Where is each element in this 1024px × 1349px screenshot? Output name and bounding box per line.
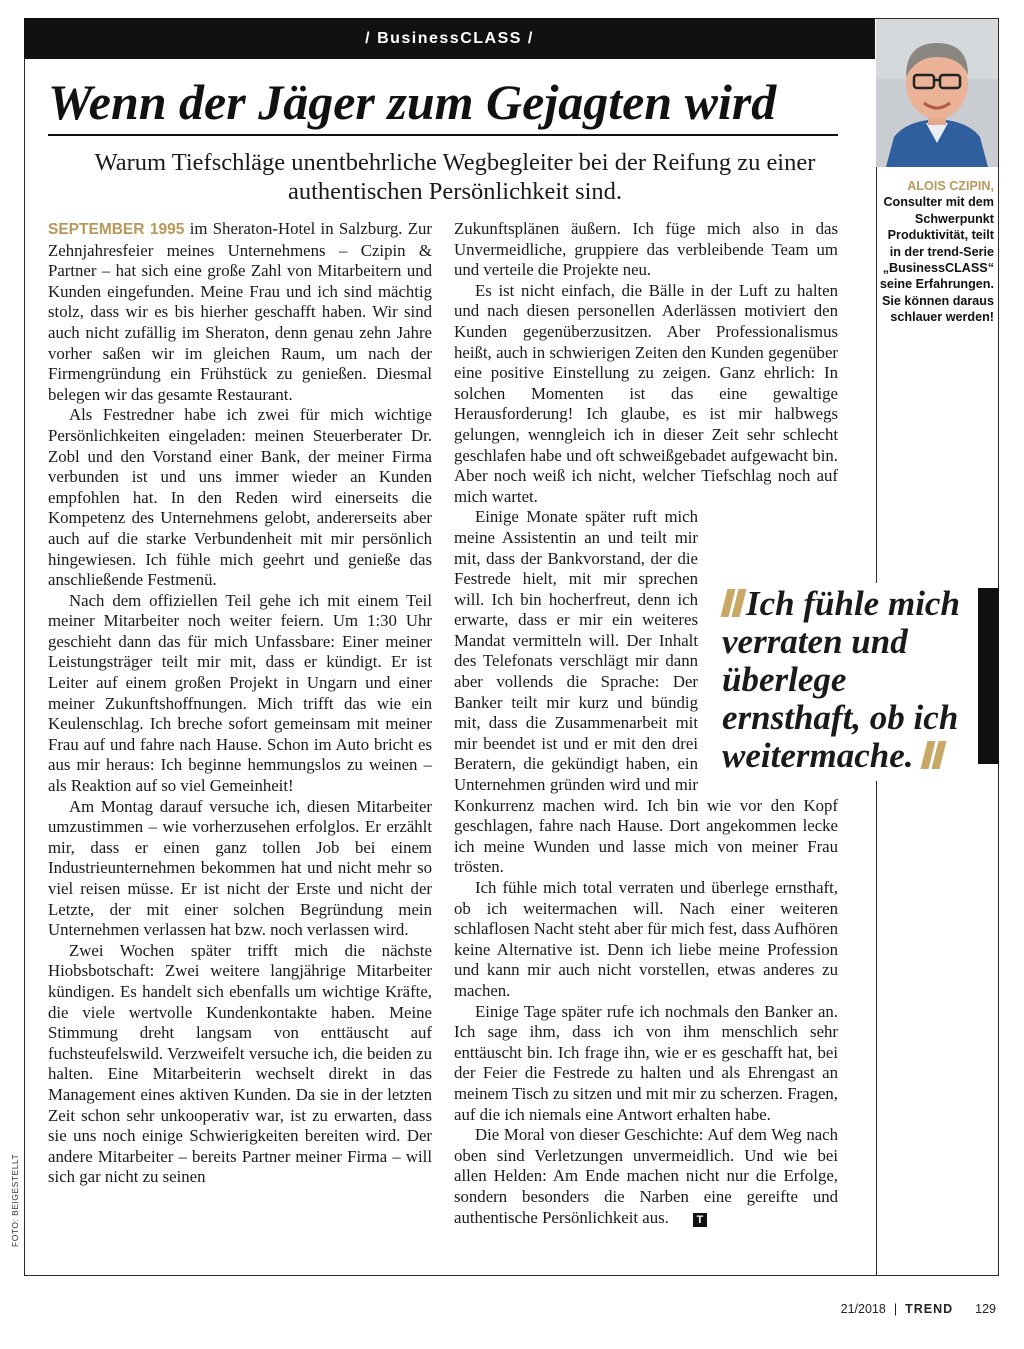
footer-separator: | [893, 1302, 898, 1316]
open-quote-icon [722, 589, 746, 617]
author-portrait [876, 19, 998, 167]
quote-accent-bar [978, 588, 999, 764]
paragraph: Zwei Wochen später trifft mich die nächste Hiobsbotschaft: Zwei weitere langjährige Mitarbeiter kündigen. Es handelt sich ebenfalls um wichtige Kräfte, die viele wertvolle Kundenkontakte haben. Meine Stimmung dreht langsam von enttäuscht auf fuchsteufelswild. Verzweifelt versuche ich, die beiden zu halten. Eine Mitarbeiterin wechselt direkt in das Management eines aktiven Kunden. Da sie in der letzten Zeit schon sehr unkooperativ war, ist zu erwarten, dass sie uns noch einige Schwierigkeiten bereiten wird. Der andere Mitarbeiter – bereits Partner meiner Firma – will sich gar nicht zu seinen [48, 940, 432, 1187]
paragraph: Am Montag darauf versuche ich, diesen Mitarbeiter umzustimmen – wie vorherzusehen erfolglos. Er erzählt mir, dass er einen ganz tollen Job bei einem Industrieunternehmen bekommen hat und nicht mehr so viel reisen müsse. Er ist nicht der Erste und nicht der Letzte, der mit einer solchen Begründung mein Unternehmen verlassen hat bzw. noch verlassen wird. [48, 796, 432, 940]
article-subhead: Warum Tiefschläge unentbehrliche Wegbegleiter bei der Reifung zu einer authentischen Persönlichkeit sind. [94, 149, 816, 205]
photo-credit: FOTO: BEIGESTELLT [10, 1153, 20, 1247]
body-column-1 [48, 219, 432, 1188]
paragraph: Es ist nicht einfach, die Bälle in der Luft zu halten und nach diesen personellen Aderlässen motiviert den Kunden gegenüberzusitzen. Aber Professionalismus heißt, auch in schwierigen Zeiten den Kunden gegenüber eine positive Einstellung zu zeigen. Ganz ehrlich: In solchen Momenten ist das eine gewaltige Herausforderung! Ich glaube, es ist mir halbwegs gelungen, wenngleich ich in dieser Zeit sehr schlecht geschlafen habe und oft schweißgebadet aufgewacht bin. Aber noch weiß ich nicht, welcher Tiefschlag noch auf mich wartet. [454, 280, 838, 506]
pull-quote-text: Ich fühle mich verraten und überlege ernsthaft, ob ich weitermache. [722, 584, 960, 775]
headline-rule [48, 134, 838, 136]
end-mark-icon: T [693, 1213, 707, 1227]
author-name: ALOIS CZIPIN, [907, 179, 994, 193]
magazine-brand: TREND [905, 1302, 954, 1316]
paragraph: SEPTEMBER 1995 im Sheraton-Hotel in Salzburg. Zur Zehnjahresfeier meines Unternehmens – Czipin & Partner – hat sich eine große Zahl von Mitarbeitern und Kunden eingefunden. Meine Frau und ich sind mächtig stolz, dass wir es bis hierher geschafft haben. Wir sind auch nicht zufällig im Sheraton, denn genau zehn Jahre vorher saßen wir im gleichen Raum, um nach der Firmengründung ein Frühstück zu genießen. Diesmal belegen wir das gesamte Restaurant. [48, 219, 433, 404]
paragraph: Die Moral von dieser Geschichte: Auf dem Weg nach oben sind Verletzungen unvermeidlich. Und wie bei allen Helden: Am Ende machen nicht nur die Erfolge, sondern besonders die Narben eine gereifte und authentische Persönlichkeit aus. T [454, 1125, 838, 1227]
paragraph: Einige Tage später rufe ich nochmals den Banker an. Ich sage ihm, dass ich von ihm menschlich sehr enttäuscht bin. Ich frage ihn, wie er es geschafft hat, bei der Feier die Festrede zu halten und als Ehrengast an meinem Tisch zu sitzen und mit mir zu scherzen. Fragen, auf die ich niemals eine Antwort erhalten habe. [454, 1001, 838, 1124]
pull-quote [722, 583, 982, 781]
author-bio [876, 178, 994, 326]
section-kicker: / BusinessCLASS / [24, 18, 875, 59]
page-footer [841, 1302, 996, 1316]
paragraph: Nach dem offiziellen Teil gehe ich mit einem Teil meiner Mitarbeiter noch weiter feiern. Um 1:30 Uhr geschieht dann das für mich Unfassbare: Einer meiner Leistungsträger teilt mir mit, dass er kündigt. Er ist Leiter auf einem großen Projekt in Ungarn und einer meiner Zukunftshoffnungen. Mich trifft das wie ein Keulenschlag. Ich breche sofort gemeinsam mit meiner Frau auf und fahre nach Hause. Schon im Auto bricht es aus mir heraus: Ich beginne hemmungslos zu weinen – als Reaktion auf so viel Gemeinheit! [48, 590, 432, 796]
close-quote-icon [922, 741, 946, 769]
issue-number: 21/2018 [840, 1302, 886, 1316]
author-description: Consulter mit dem Schwerpunkt Produktivität, teilt in der trend-Serie „BusinessCLASS“ seine Erfahrungen. Sie können daraus schlauer werden! [879, 195, 994, 325]
paragraph: Einige Monate später ruft mich meine Assistentin an und teilt mir mit, dass der Bankvorstand, der die Festrede hielt, mit mir sprechen will. Ich bin hocherfreut, denn ich erwarte, dass er mir ein weiteres Mandat vermitteln will. Der Inhalt des Telefonats verschlägt mir dann aber vollends die Sprache: Der Banker teilt mir kurz und bündig mit, dass die Zusammenarbeit mit mir beendet ist und er mit den drei Beratern, die gekündigt haben, ein Unternehmen gründen wird und mir Konkurrenz machen wird. Ich bin wie vor den Kopf geschlagen, fahre nach Hause. Dort angekommen lecke ich meine Wunden und lasse mich von meiner Frau trösten. [454, 507, 838, 877]
paragraph: Als Festredner habe ich zwei für mich wichtige Persönlichkeiten eingeladen: meinen Steuerberater Dr. Zobl und den Vorstand einer Bank, der meiner Firma verbunden ist und uns immer wieder an Kunden empfohlen hat. In den Reden wird einerseits die Kompetenz des Unternehmens gelobt, andererseits aber auch auf die starke Verbundenheit mit mir persönlich hingewiesen. Ich fühle mich geehrt und genieße das anschließende Festmenü. [48, 405, 432, 590]
paragraph: Ich fühle mich total verraten und überlege ernsthaft, ob ich weitermachen will. Nach einer weiteren schlaflosen Nacht steht aber für mich fest, dass Aufhören keine Alternative ist. Denn ich liebe meine Profession und kann mir auch nicht vorstellen, etwas anderes zu machen. [454, 878, 838, 1000]
paragraph: Zukunftsplänen äußern. Ich füge mich also in das Unvermeidliche, gruppiere das verbleibende Team um und verteile die Projekte neu. [454, 219, 838, 280]
lead-in: SEPTEMBER 1995 [48, 221, 185, 238]
article-headline: Wenn der Jäger zum Gejagten wird [48, 74, 777, 130]
page-number: 129 [975, 1302, 996, 1316]
